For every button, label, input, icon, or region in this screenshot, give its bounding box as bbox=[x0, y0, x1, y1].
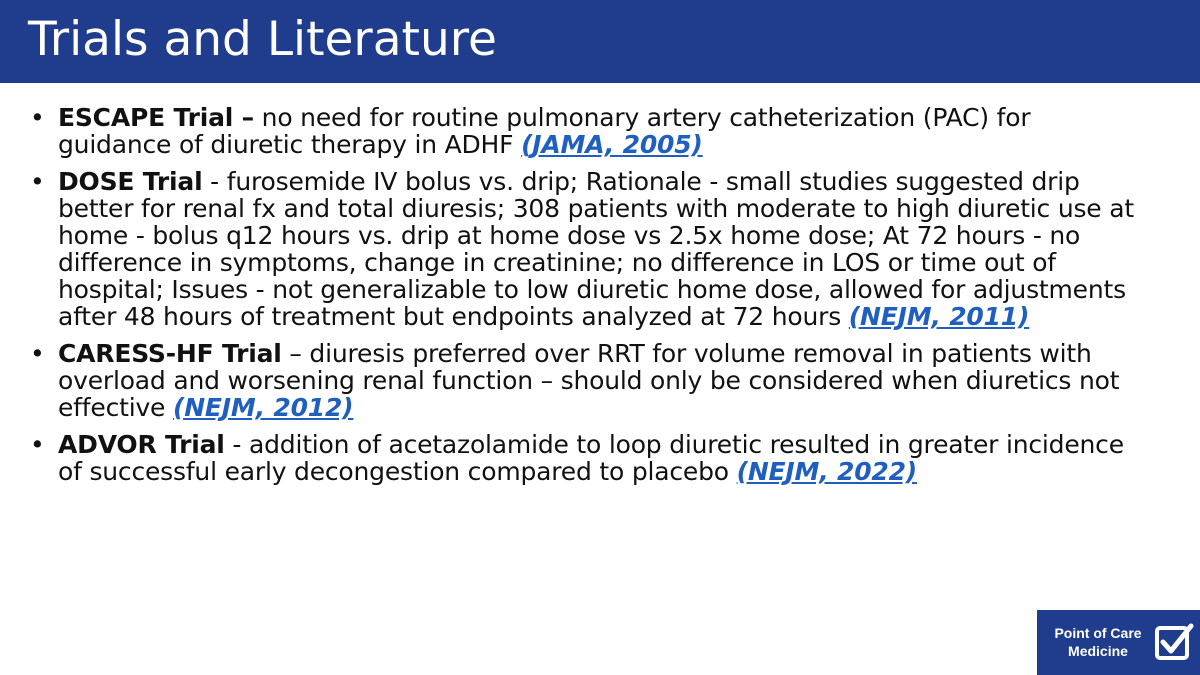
logo-text bbox=[1043, 624, 1153, 660]
trial-description: – diuresis preferred over RRT for volume removal in patients with overload and worsening renal function – should only be considered when diuretics not effective bbox=[58, 339, 1120, 422]
bullet-point: • bbox=[30, 167, 45, 196]
trial-description: - addition of acetazolamide to loop diuretic resulted in greater incidence of successful early decongestion compared to placebo bbox=[58, 430, 1124, 486]
bullet-item-advor bbox=[30, 431, 1140, 485]
bullet-point: • bbox=[30, 103, 45, 132]
trial-name: ESCAPE Trial – bbox=[58, 103, 254, 132]
trial-description: no need for routine pulmonary artery catheterization (PAC) for guidance of diuretic therapy in ADHF bbox=[58, 103, 1031, 159]
bullet-item-escape bbox=[30, 104, 1140, 158]
trial-name: DOSE Trial bbox=[58, 167, 203, 196]
citation-link[interactable]: (JAMA, 2005) bbox=[521, 130, 703, 159]
bullet-list bbox=[30, 104, 1140, 495]
bullet-item-dose bbox=[30, 168, 1140, 330]
point-of-care-logo bbox=[1037, 610, 1200, 675]
citation-link[interactable]: (NEJM, 2022) bbox=[736, 457, 918, 486]
citation-link[interactable]: (NEJM, 2011) bbox=[848, 302, 1030, 331]
trial-description: - furosemide IV bolus vs. drip; Rationale - small studies suggested drip better for renal fx and total diuresis; 308 patients with moderate to high diuretic use at home - bolus q12 hours vs. drip at home dose vs 2.5x home dose; At 72 hours - no difference in symptoms, change in creatinine; no difference in LOS or time out of hospital; Issues - not generalizable to low diuretic home dose, allowed for adjustments after 48 hours of treatment but endpoints analyzed at 72 hours bbox=[58, 167, 1134, 331]
logo-line-2: Medicine bbox=[1068, 643, 1128, 659]
logo-line-1: Point of Care bbox=[1054, 625, 1142, 641]
bullet-point: • bbox=[30, 339, 45, 368]
header-bar bbox=[0, 0, 1200, 83]
bullet-point: • bbox=[30, 430, 45, 459]
checkbox-check-icon bbox=[1154, 622, 1194, 662]
slide-title: Trials and Literature bbox=[28, 12, 497, 67]
trial-name: ADVOR Trial bbox=[58, 430, 225, 459]
citation-link[interactable]: (NEJM, 2012) bbox=[172, 393, 354, 422]
bullet-item-caress-hf bbox=[30, 340, 1140, 421]
trial-name: CARESS-HF Trial bbox=[58, 339, 282, 368]
